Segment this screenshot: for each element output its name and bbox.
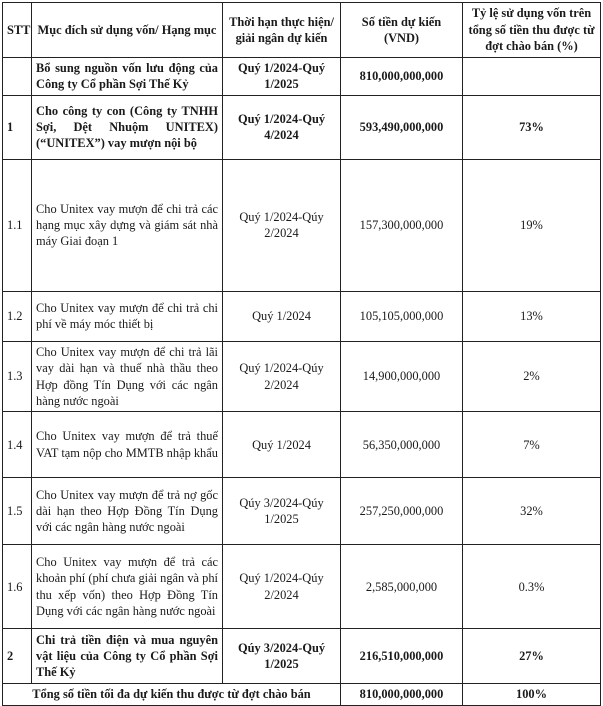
row-amount: 257,250,000,000 [341,478,463,545]
total-ratio: 100% [463,684,601,705]
table-row [3,545,601,629]
row-amount: 810,000,000,000 [341,58,463,96]
row-purpose: Cho công ty con (Công ty TNHH Sợi, Dệt Nhuộm UNITEX) (“UNITEX”) vay mượn nội bộ [32,95,223,159]
table-row [3,478,601,545]
row-ratio: 13% [463,291,601,341]
header-stt: STT [3,3,32,58]
row-stt: 2 [3,629,32,684]
total-label: Tổng số tiền tối đa dự kiến thu được từ đợt chào bán [3,684,341,705]
row-time: Qúy 3/2024-Quý 1/2025 [223,629,341,684]
row-ratio: 27% [463,629,601,684]
row-time: Quý 1/2024-Qúy 2/2024 [223,341,341,412]
row-ratio: 7% [463,412,601,478]
row-amount: 2,585,000,000 [341,545,463,629]
row-stt: 1.6 [3,545,32,629]
table-row [3,159,601,291]
row-amount: 14,900,000,000 [341,341,463,412]
row-ratio: 19% [463,159,601,291]
row-stt: 1.5 [3,478,32,545]
header-row [3,3,601,58]
row-purpose: Cho Unitex vay mượn để chi trả chi phí về máy móc thiết bị [32,291,223,341]
header-ratio: Tỷ lệ sử dụng vốn trên tổng số tiền thu được từ đợt chào bán (%) [463,3,601,58]
row-purpose: Chi trả tiền điện và mua nguyên vật liệu của Công ty Cổ phần Sợi Thế Kỷ [32,629,223,684]
header-purpose: Mục đích sử dụng vốn/ Hạng mục [32,3,223,58]
total-row [3,684,601,705]
row-time: Quý 1/2024-Qúy 2/2024 [223,159,341,291]
table-row [3,58,601,96]
row-purpose: Cho Unitex vay mượn để chi trả lãi vay dài hạn và thuế nhà thầu theo Hợp đồng Tín Dụng với các ngân hàng nước ngoài [32,341,223,412]
total-amount: 810,000,000,000 [341,684,463,705]
row-amount: 216,510,000,000 [341,629,463,684]
row-stt: 1 [3,95,32,159]
capital-usage-table [2,2,601,706]
row-time: Quý 1/2024-Qúy 2/2024 [223,545,341,629]
row-time: Quý 1/2024-Quý 1/2025 [223,58,341,96]
row-stt: 1.2 [3,291,32,341]
table-row [3,412,601,478]
row-time: Quý 1/2024 [223,291,341,341]
row-time: Quý 1/2024-Quý 4/2024 [223,95,341,159]
row-time: Qúy 3/2024-Qúy 1/2025 [223,478,341,545]
table-row [3,629,601,684]
row-amount: 56,350,000,000 [341,412,463,478]
row-stt: 1.3 [3,341,32,412]
row-amount: 105,105,000,000 [341,291,463,341]
row-stt [3,58,32,96]
row-stt: 1.1 [3,159,32,291]
row-ratio: 73% [463,95,601,159]
table-row [3,341,601,412]
row-purpose: Cho Unitex vay mượn để trả thuế VAT tạm nộp cho MMTB nhập khẩu [32,412,223,478]
header-time: Thời hạn thực hiện/ giải ngân dự kiến [223,3,341,58]
row-purpose: Cho Unitex vay mượn để chi trả các hạng mục xây dựng và giám sát nhà máy Giai đoạn 1 [32,159,223,291]
row-amount: 157,300,000,000 [341,159,463,291]
header-amount: Số tiền dự kiến (VND) [341,3,463,58]
row-purpose: Cho Unitex vay mượn để trả các khoản phí (phí chưa giải ngân và phí thu xếp vốn) theo Hợp Đồng Tín Dụng với các ngân hàng nước ngoài [32,545,223,629]
row-ratio [463,58,601,96]
row-stt: 1.4 [3,412,32,478]
row-ratio: 0.3% [463,545,601,629]
row-purpose: Cho Unitex vay mượn để trả nợ gốc dài hạn theo Hợp Đồng Tín Dụng với các ngân hàng nước ngoài [32,478,223,545]
table-row [3,291,601,341]
row-purpose: Bổ sung nguồn vốn lưu động của Công ty Cổ phần Sợi Thế Kỷ [32,58,223,96]
table-row [3,95,601,159]
row-amount: 593,490,000,000 [341,95,463,159]
row-ratio: 2% [463,341,601,412]
row-ratio: 32% [463,478,601,545]
row-time: Quý 1/2024 [223,412,341,478]
